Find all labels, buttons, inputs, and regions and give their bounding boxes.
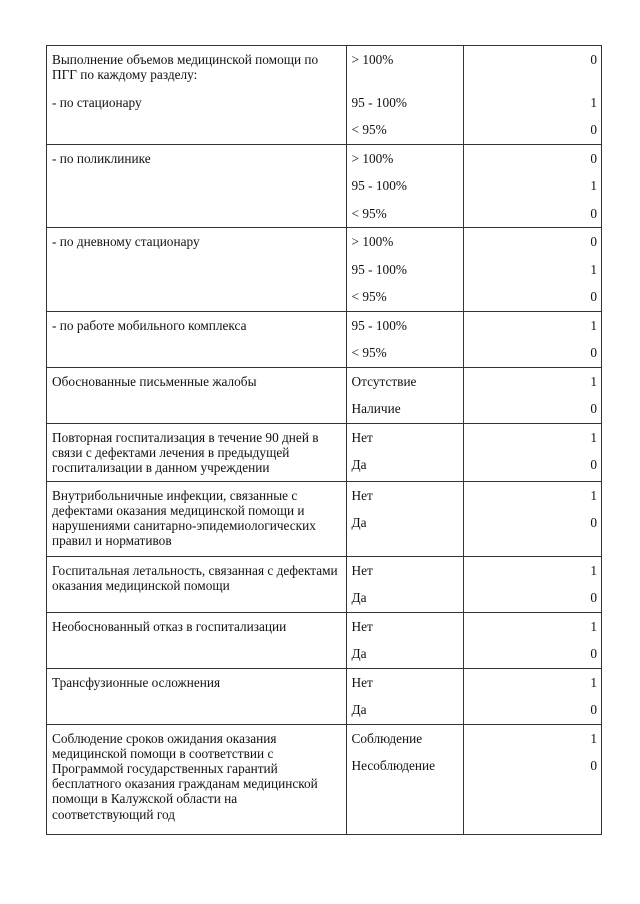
option-label: Да (351, 457, 367, 472)
option-label: 95 - 100% (351, 261, 407, 277)
table-row (47, 367, 602, 423)
score-value: 0 (590, 401, 597, 416)
score-value: 1 (590, 674, 597, 690)
score-value: 1 (590, 373, 597, 389)
score-value: 1 (590, 618, 597, 634)
table-row (47, 724, 602, 834)
option-label: Да (351, 590, 367, 605)
score-value: 0 (590, 289, 597, 304)
score-value: 1 (590, 261, 597, 277)
criterion-cell (47, 556, 347, 612)
score-cell (463, 228, 601, 312)
option-cell (346, 668, 463, 724)
option-label: Нет (351, 674, 373, 690)
option-label: 95 - 100% (351, 178, 407, 193)
score-cell (463, 311, 601, 367)
criterion-cell (47, 46, 347, 145)
criterion-cell (47, 668, 347, 724)
table-row (47, 668, 602, 724)
criterion-text: Повторная госпитализация в течение 90 дней в связи с дефектами лечения в предыдущей госпитализации в данном учреждении (52, 429, 319, 475)
score-cell (463, 481, 601, 556)
option-label: > 100% (351, 52, 394, 67)
score-value: 1 (590, 487, 597, 503)
option-label: < 95% (351, 289, 387, 304)
criterion-text: Госпитальная летальность, связанная с дефектами оказания медицинской помощи (52, 562, 338, 593)
criterion-cell (47, 228, 347, 312)
option-label: Нет (351, 487, 373, 503)
option-label: > 100% (351, 234, 394, 249)
option-cell (346, 228, 463, 312)
table-row (47, 423, 602, 481)
criterion-cell (47, 311, 347, 367)
option-cell (346, 556, 463, 612)
criterion-text: Внутрибольничные инфекции, связанные с дефектами оказания медицинской помощи и нарушениями санитарно-эпидемиологических правил и нормативов (52, 487, 316, 549)
score-value: 0 (590, 205, 597, 221)
option-label: Да (351, 515, 367, 530)
score-cell (463, 144, 601, 228)
score-cell (463, 367, 601, 423)
option-label: < 95% (351, 122, 387, 137)
score-value: 0 (590, 702, 597, 717)
option-cell (346, 46, 463, 145)
option-label: Отсутствие (351, 373, 417, 389)
criterion-text: Выполнение объемов медицинской помощи по ПГГ по каждому разделу: (52, 52, 319, 83)
option-label: < 95% (351, 345, 387, 360)
score-value: 0 (590, 234, 597, 249)
table-row (47, 556, 602, 612)
option-label: Наличие (351, 401, 401, 416)
score-value: 0 (590, 122, 597, 137)
option-cell (346, 423, 463, 481)
option-label: Нет (351, 429, 373, 445)
option-label: 95 - 100% (351, 317, 407, 333)
option-label: 95 - 100% (351, 94, 407, 110)
option-label: Несоблюдение (351, 758, 436, 773)
score-value: 0 (590, 345, 597, 360)
score-cell (463, 724, 601, 834)
criterion-text: Обоснованные письменные жалобы (52, 373, 257, 389)
score-cell (463, 556, 601, 612)
criterion-text: - по поликлинике (52, 150, 151, 166)
option-label: < 95% (351, 205, 387, 221)
criterion-subtext: - по стационару (52, 95, 142, 111)
option-cell (346, 724, 463, 834)
document-page (46, 45, 602, 835)
table-row (47, 144, 602, 228)
criterion-text: Необоснованный отказ в госпитализации (52, 618, 287, 634)
score-value: 1 (590, 178, 597, 193)
score-value: 0 (590, 457, 597, 472)
criterion-text: - по работе мобильного комплекса (52, 317, 247, 333)
option-cell (346, 481, 463, 556)
table-row (47, 612, 602, 668)
criterion-cell (47, 144, 347, 228)
criterion-cell (47, 423, 347, 481)
table-row (47, 481, 602, 556)
option-cell (346, 144, 463, 228)
criterion-cell (47, 367, 347, 423)
score-value: 1 (590, 730, 597, 746)
score-cell (463, 612, 601, 668)
score-value: 1 (590, 317, 597, 333)
option-label: Соблюдение (351, 730, 423, 746)
score-value: 0 (590, 646, 597, 661)
table-row (47, 311, 602, 367)
option-cell (346, 311, 463, 367)
score-value: 1 (590, 429, 597, 445)
criterion-cell (47, 481, 347, 556)
score-cell (463, 668, 601, 724)
table-row (47, 46, 602, 145)
score-value: 0 (590, 52, 597, 67)
score-cell (463, 423, 601, 481)
score-value: 0 (590, 590, 597, 605)
score-cell (463, 46, 601, 145)
score-value: 0 (590, 758, 597, 773)
criteria-table (46, 45, 602, 835)
option-label: Нет (351, 618, 373, 634)
criterion-cell (47, 724, 347, 834)
option-label: Да (351, 702, 367, 717)
score-value: 0 (590, 150, 597, 166)
option-cell (346, 367, 463, 423)
criterion-text: - по дневному стационару (52, 234, 200, 249)
criterion-text: Соблюдение сроков ожидания оказания медицинской помощи в соответствии с Программой государственных гарантий бесплатного оказания гражданам медицинской помощи в Калужской области на соответствующий год (52, 730, 318, 822)
table-row (47, 228, 602, 312)
option-label: Нет (351, 562, 373, 578)
score-value: 1 (590, 562, 597, 578)
option-cell (346, 612, 463, 668)
criterion-text: Трансфузионные осложнения (52, 674, 221, 690)
score-value: 0 (590, 515, 597, 530)
criterion-cell (47, 612, 347, 668)
option-label: Да (351, 646, 367, 661)
score-value: 1 (590, 94, 597, 110)
option-label: > 100% (351, 150, 394, 166)
